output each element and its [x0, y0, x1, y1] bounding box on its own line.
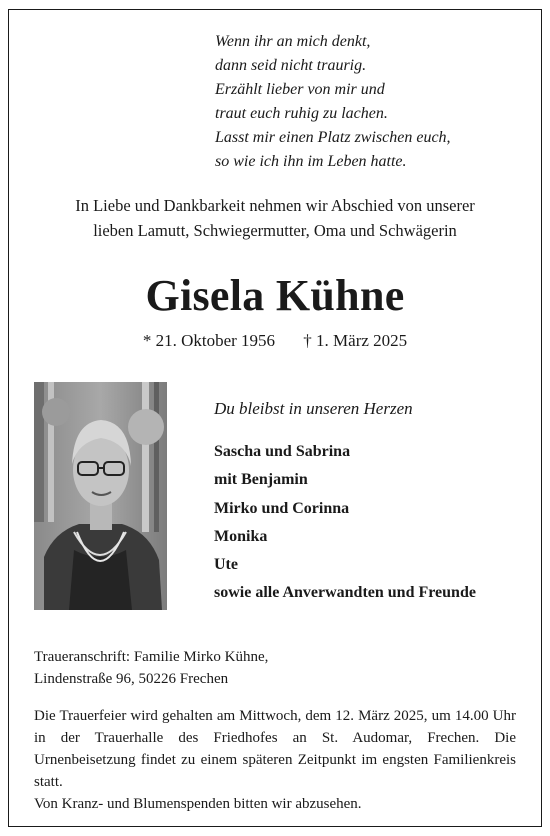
- intro-line: lieben Lamutt, Schwiegermutter, Oma und Schwägerin: [93, 221, 457, 240]
- mourning-address: [34, 646, 268, 690]
- poem-line: Lasst mir einen Platz zwischen euch,: [215, 129, 451, 146]
- deceased-name: Gisela Kühne: [145, 271, 405, 320]
- poem: [215, 30, 451, 174]
- poem-line: dann seid nicht traurig.: [215, 57, 367, 74]
- death-date: † 1. März 2025: [303, 331, 408, 350]
- life-dates: [0, 331, 550, 351]
- funeral-notice: [34, 705, 516, 815]
- poem-line: Erzählt lieber von mir und: [215, 81, 385, 98]
- mourner: mit Benjamin: [214, 471, 308, 489]
- poem-line: traut euch ruhig zu lachen.: [215, 105, 388, 122]
- notice-paragraph: Die Trauerfeier wird gehalten am Mittwoch, dem 12. März 2025, um 14.00 Uhr in der Trauerhalle des Friedhofes an St. Audomar, Frechen. Die Urnenbeisetzung findet zu einem späteren Zeitpunkt im engsten Familienkreis statt.: [34, 708, 516, 790]
- birth-date: * 21. Oktober 1956: [142, 331, 276, 350]
- portrait-photo: [34, 382, 167, 610]
- address-line: Lindenstraße 96, 50226 Frechen: [34, 671, 229, 687]
- intro-line: In Liebe und Dankbarkeit nehmen wir Abschied von unserer: [75, 196, 475, 215]
- mourners-list: [214, 438, 476, 608]
- mourner: sowie alle Anverwandten und Freunde: [214, 584, 476, 602]
- mourner: Monika: [214, 527, 268, 545]
- mourner: Ute: [214, 556, 238, 574]
- notice-paragraph: Von Kranz- und Blumenspenden bitten wir abzusehen.: [34, 796, 362, 812]
- motto: Du bleibst in unseren Herzen: [214, 399, 413, 418]
- mourner: Sascha und Sabrina: [214, 443, 351, 460]
- address-line: Traueranschrift: Familie Mirko Kühne,: [34, 649, 269, 665]
- poem-line: Wenn ihr an mich denkt,: [215, 33, 371, 50]
- intro-text: [20, 193, 530, 243]
- mourner: Mirko und Corinna: [214, 499, 350, 517]
- poem-line: so wie ich ihn im Leben hatte.: [215, 153, 407, 170]
